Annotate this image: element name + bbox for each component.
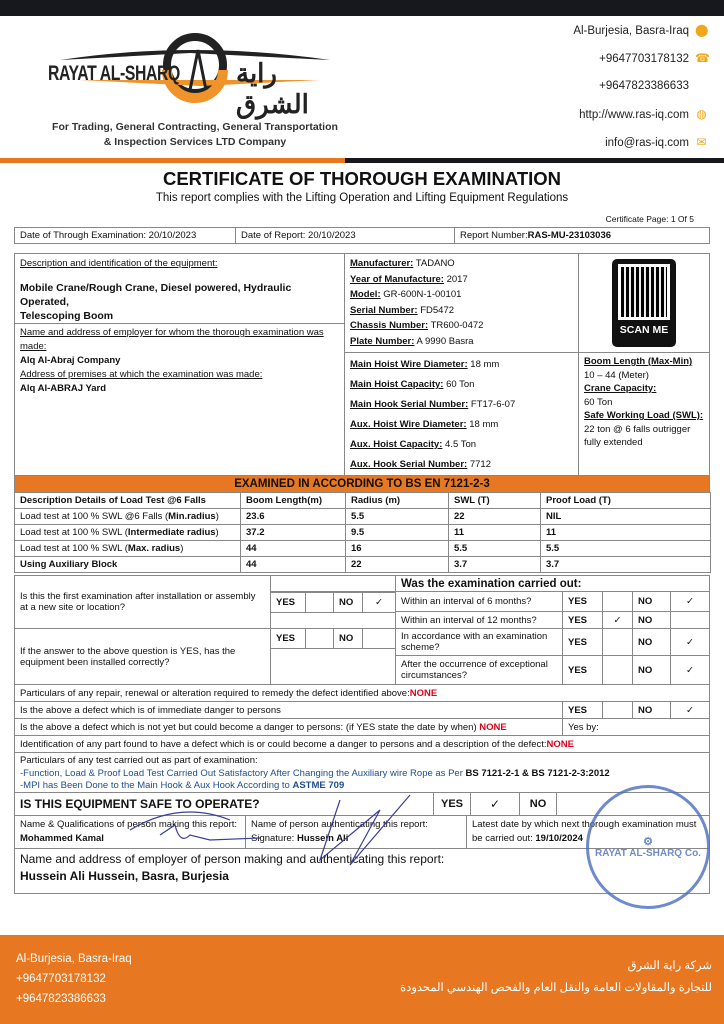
spec-row: Model: GR-600N-1-00101	[350, 289, 462, 300]
interval-no-box[interactable]	[670, 611, 710, 629]
table-row-label: Using Auxiliary Block	[14, 556, 241, 573]
table-header: Radius (m)	[345, 492, 449, 509]
spacer	[270, 575, 396, 592]
table-cell: 3.7	[540, 556, 711, 573]
hoist-row: Aux. Hoist Wire Diameter: 18 mm	[350, 419, 499, 430]
footer-arabic-tagline: للتجارة والمقاولات العامة والنقل العام والفحص الهندسي المحدودة	[400, 982, 712, 994]
standard-banner: EXAMINED IN ACCORDING TO BS EN 7121-2-3	[14, 475, 710, 493]
spacer	[270, 648, 396, 685]
installed-correctly-question: If the answer to the above question is YES, has the equipment been installed correctly?	[14, 628, 271, 685]
interval-no: NO	[632, 591, 671, 612]
table-cell: 9.5	[345, 524, 449, 541]
safe-yes: YES	[433, 792, 471, 816]
immediate-no-check[interactable]: ✓	[670, 701, 710, 719]
hoist-row: Main Hoist Capacity: 60 Ton	[350, 379, 475, 390]
equipment-specs	[344, 253, 579, 353]
test-particulars: Particulars of any test carried out as part of examination: -Function, Load & Proof Load Test Carried Out Satisfactory After Changing the Auxiliary wire Rope as Per BS 7121-2-1 & BS 7121-2-3:2012 -MPI has Been Done to the Main Hook & Aux Hook According to ASTME 709	[14, 752, 710, 793]
interval-yes-box[interactable]	[602, 591, 633, 612]
interval-yes-box[interactable]	[602, 628, 633, 656]
spec-row: Plate Number: A 9990 Basra	[350, 335, 474, 347]
table-cell: 22	[448, 508, 541, 525]
interval-question: In accordance with an examination scheme?	[395, 628, 563, 656]
contact-address: Al-Burjesia, Basra-Iraq ⬤	[573, 23, 709, 37]
contact-phone-2: +9647823386633	[599, 80, 689, 92]
interval-yes: YES	[562, 655, 603, 685]
maker-info: Name & Qualifications of person making this report: Mohammed Kamal	[14, 815, 246, 849]
footer-phone-2: +9647823386633	[16, 993, 106, 1005]
report-number: Report Number: RAS-MU-23103036	[454, 227, 710, 244]
footer-arabic-name: شركة راية الشرق	[627, 960, 712, 972]
table-cell: 11	[540, 524, 711, 541]
interval-question: Within an interval of 6 months?	[395, 591, 563, 612]
contact-email[interactable]: info@ras-iq.com ✉	[605, 135, 707, 149]
next-exam-date: Latest date by which next thorough examination must be carried out: 19/10/2024	[466, 815, 710, 849]
table-cell: 16	[345, 540, 449, 557]
interval-yes: YES	[562, 611, 603, 629]
brand-arabic: راية الشرق	[236, 58, 309, 119]
exam-date: Date of Through Examination: 20/10/2023	[14, 227, 236, 244]
table-cell: 22	[345, 556, 449, 573]
repair-particulars: Particulars of any repair, renewal or alteration required to remedy the defect identified above: NONE	[14, 684, 710, 702]
spacer	[270, 612, 396, 629]
q1-yes-box[interactable]	[305, 592, 334, 613]
table-cell: 11	[448, 524, 541, 541]
boom-specs: Boom Length (Max-Min) 10 – 44 (Meter) Crane Capacity: 60 Ton Safe Working Load (SWL): 22 ton @ 6 falls outrigger fully extended	[578, 352, 710, 476]
signature	[120, 790, 460, 870]
table-cell: 44	[240, 540, 346, 557]
interval-question: After the occurrence of exceptional circumstances?	[395, 655, 563, 685]
table-cell: NIL	[540, 508, 711, 525]
q2-no: NO	[333, 628, 363, 649]
hoist-specs	[344, 352, 579, 476]
q1-no: NO	[333, 592, 363, 613]
spec-row: Year of Manufacture: 2017	[350, 273, 468, 285]
immediate-no: NO	[632, 701, 671, 719]
hoist-row: Aux. Hoist Capacity: 4.5 Ton	[350, 439, 477, 450]
table-cell: 5.5	[540, 540, 711, 557]
phone-icon: ☎	[695, 51, 710, 65]
hoist-row: Aux. Hook Serial Number: 7712	[350, 459, 491, 470]
table-row-label: Load test at 100 % SWL ( Intermediate radius )	[14, 524, 241, 541]
page-subtitle: This report complies with the Lifting Operation and Lifting Equipment Regulations	[155, 192, 569, 204]
company-stamp: ⚙ RAYAT AL-SHARQ Co.	[586, 785, 710, 909]
contact-phone-1: +9647703178132 ☎	[599, 51, 710, 65]
globe-icon: ◍	[696, 107, 707, 121]
interval-no: NO	[632, 611, 671, 629]
immediate-yes-box[interactable]	[602, 701, 633, 719]
certificate-page: Certificate Page: 1 Of 5	[605, 214, 694, 224]
immediate-yes: YES	[562, 701, 603, 719]
authenticator-info: Name of person authenticating this report: Signature: Hussein Ali	[245, 815, 467, 849]
q2-yes-box[interactable]	[305, 628, 334, 649]
hoist-row: Main Hoist Wire Diameter: 18 mm	[350, 359, 500, 370]
spec-row: Chassis Number: TR600-0472	[350, 320, 484, 331]
qr-code[interactable]	[578, 253, 710, 353]
table-cell: 3.7	[448, 556, 541, 573]
table-row-label: Load test at 100 % SWL @6 Falls ( Min.radius )	[14, 508, 241, 525]
immediate-danger-question: Is the above a defect which is of immediate danger to persons	[14, 701, 563, 719]
interval-yes: YES	[562, 591, 603, 612]
interval-no-box[interactable]: ✓	[670, 628, 710, 656]
table-header: Description Details of Load Test @6 Falls	[14, 492, 241, 509]
q1-yes: YES	[270, 592, 306, 613]
defect-identification: Identification of any part found to have a defect which is or could become a danger to persons and a description of the defect: NONE	[14, 735, 710, 753]
table-cell: 23.6	[240, 508, 346, 525]
q2-yes: YES	[270, 628, 306, 649]
employer-info: Name and address of employer for whom the thorough examination was made: Alq Al-Abraj Company Address of premises at which the examination was made: Alq Al-ABRAJ Yard	[14, 323, 345, 476]
safe-question: IS THIS EQUIPMENT SAFE TO OPERATE?	[14, 792, 434, 816]
top-bar	[0, 0, 724, 16]
interval-yes-box[interactable]	[602, 655, 633, 685]
footer	[0, 935, 724, 1024]
company-logo	[40, 20, 350, 148]
spec-row: Manufacturer: TADANO	[350, 258, 455, 269]
first-exam-question: Is this the first examination after installation or assembly at a new site or location?	[14, 575, 271, 629]
yes-by[interactable]: Yes by:	[562, 718, 710, 736]
tagline: For Trading, General Contracting, General Transportation & Inspection Services LTD Company	[52, 121, 338, 148]
brand-name: RAYAT AL-SHARQ	[48, 62, 180, 85]
interval-no-box[interactable]: ✓	[670, 591, 710, 612]
equipment-description: Description and identification of the equipment: Mobile Crane/Rough Crane, Diesel powered, Hydraulic Operated, Telescoping Boom	[14, 253, 345, 324]
interval-yes-box[interactable]: ✓	[602, 611, 633, 629]
q2-no-box[interactable]	[362, 628, 396, 649]
table-header: Boom Length(m)	[240, 492, 346, 509]
future-danger-question: Is the above a defect which is not yet but could become a danger to persons: (if YES state the date by when) NONE	[14, 718, 563, 736]
table-cell: 37.2	[240, 524, 346, 541]
safe-yes-check[interactable]: ✓	[470, 792, 520, 816]
table-row-label: Load test at 100 % SWL ( Max. radius )	[14, 540, 241, 557]
report-date: Date of Report: 20/10/2023	[235, 227, 455, 244]
interval-no: NO	[632, 655, 671, 685]
divider-black	[345, 158, 724, 163]
scan-me-label: SCAN ME	[619, 324, 669, 336]
page-title: CERTIFICATE OF THOROUGH EXAMINATION	[162, 168, 562, 189]
location-pin-icon: ⬤	[695, 23, 709, 37]
employer-details: Name and address of employer of person making and authenticating this report: Hussein Ali Hussein, Basra, Burjesia	[14, 848, 710, 894]
interval-no: NO	[632, 628, 671, 656]
table-cell: 44	[240, 556, 346, 573]
hoist-row: Main Hook Serial Number: FT17-6-07	[350, 399, 516, 410]
table-cell: 5.5	[448, 540, 541, 557]
email-icon: ✉	[696, 135, 707, 149]
interval-question: Within an interval of 12 months?	[395, 611, 563, 629]
footer-address: Al-Burjesia, Basra-Iraq	[16, 953, 132, 965]
footer-phone-1: +9647703178132	[16, 973, 106, 985]
interval-no-box[interactable]: ✓	[670, 655, 710, 685]
table-header: SWL (T)	[448, 492, 541, 509]
carried-out-heading: Was the examination carried out:	[395, 575, 710, 592]
safe-no: NO	[519, 792, 557, 816]
contact-website[interactable]: http://www.ras-iq.com ◍	[579, 107, 707, 121]
q1-no-box[interactable]: ✓	[362, 592, 396, 613]
table-header: Proof Load (T)	[540, 492, 711, 509]
divider-orange	[0, 158, 345, 163]
spec-row: Serial Number: FD5472	[350, 304, 455, 316]
qr-icon	[618, 264, 670, 320]
interval-yes: YES	[562, 628, 603, 656]
table-cell: 5.5	[345, 508, 449, 525]
